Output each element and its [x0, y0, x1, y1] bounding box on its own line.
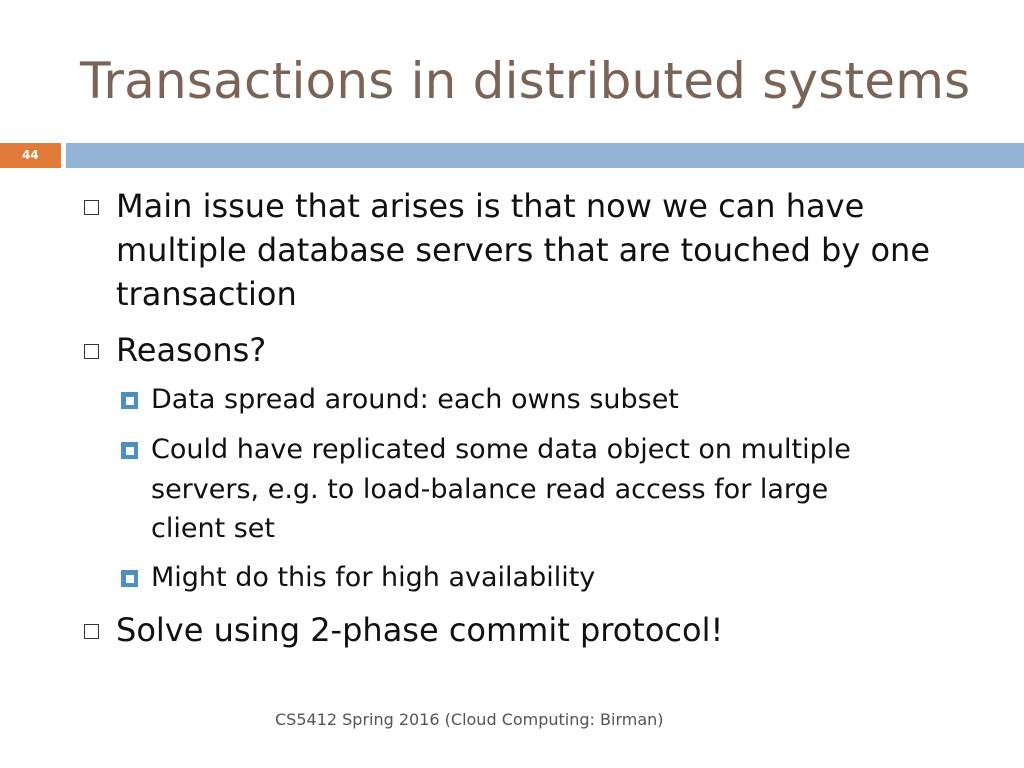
sub-bullet-item	[120, 558, 595, 598]
hollow-square-bullet-icon	[84, 344, 99, 359]
hollow-square-bullet-icon	[84, 624, 99, 639]
bullet-line: Might do this for high availability	[151, 562, 596, 593]
sub-bullet-text	[151, 558, 595, 598]
slide-number: 44	[0, 143, 61, 168]
bullet-line: Could have replicated some data object on multiple	[151, 434, 851, 465]
filled-square-bullet-icon	[121, 392, 138, 409]
title-rule-bar	[66, 143, 1024, 168]
bullet-line: Solve using 2-phase commit protocol!	[116, 611, 724, 649]
bullet-item	[84, 328, 266, 372]
filled-square-bullet-icon	[121, 570, 138, 587]
bullet-line: client set	[151, 513, 276, 544]
bullet-line: servers, e.g. to load-balance read access for large	[151, 473, 829, 505]
bullet-line: transaction	[116, 275, 297, 313]
hollow-square-bullet-icon	[84, 200, 99, 215]
bullet-line: multiple database servers that are touched by one	[116, 231, 931, 269]
sub-bullet-text	[151, 430, 851, 549]
bullet-text	[116, 328, 266, 372]
sub-bullet-text	[151, 380, 679, 420]
sub-bullet-item	[120, 430, 851, 549]
sub-bullet-item	[120, 380, 679, 420]
bullet-item	[84, 608, 723, 652]
slide-footer: CS5412 Spring 2016 (Cloud Computing: Birman)	[275, 710, 664, 729]
slide-title: Transactions in distributed systems	[80, 52, 971, 110]
bullet-line: Data spread around: each owns subset	[151, 384, 679, 415]
bullet-text	[116, 184, 930, 316]
filled-square-bullet-icon	[121, 442, 138, 459]
bullet-item	[84, 184, 930, 316]
bullet-line: Reasons?	[116, 331, 267, 369]
bullet-line: Main issue that arises is that now we can have	[116, 187, 865, 225]
bullet-text	[116, 608, 723, 652]
